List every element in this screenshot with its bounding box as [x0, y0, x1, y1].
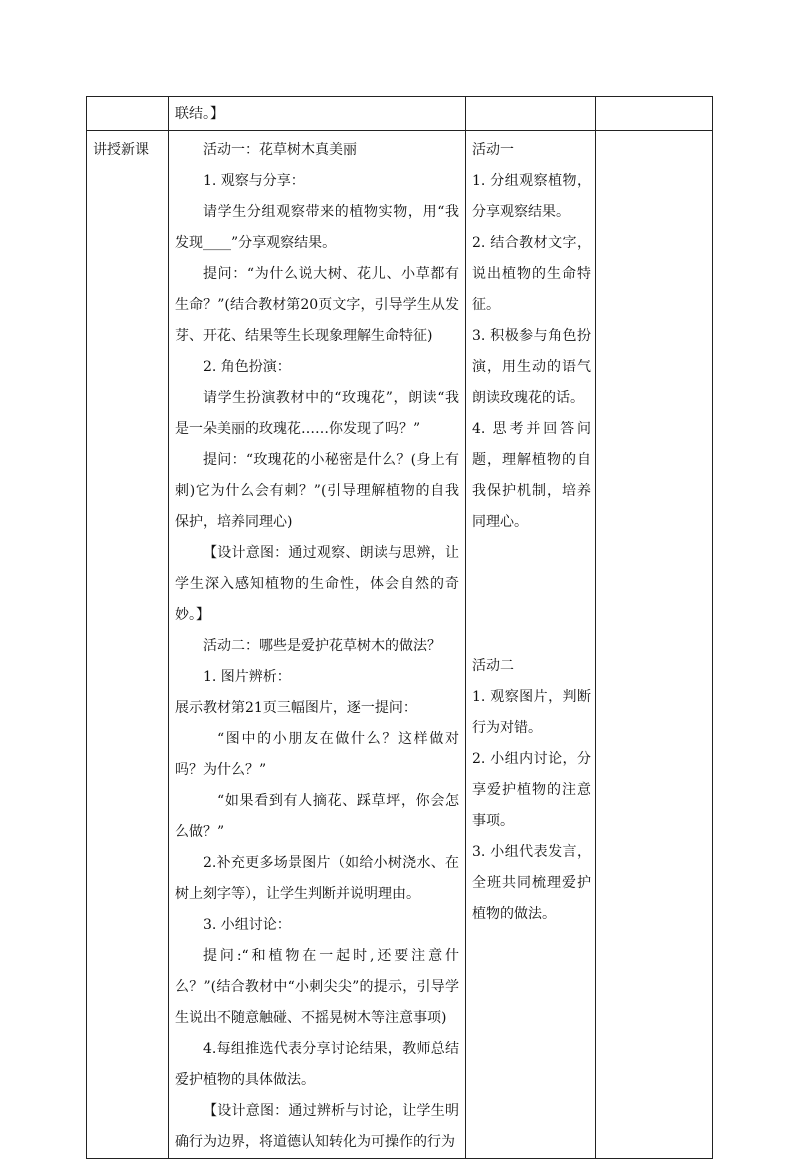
discussion-question: 提问:“和植物在一起时,还要注意什么？”(结合教材中“小刺尖尖”的提示，引导学生说出不随意触碰、不摇晃树木等注意事项)	[175, 948, 459, 1026]
picture-analysis-heading: 1. 图片辨析：	[203, 669, 291, 685]
rose-question: 提问：“玫瑰花的小秘密是什么？(身上有刺)它为什么会有刺？”(引导理解植物的自我保护，培养同理心)	[175, 452, 459, 530]
student-activity1-item: 1. 分组观察植物，分享观察结果。	[472, 173, 591, 220]
student-activity2-item: 3. 小组代表发言，全班共同梳理爱护植物的做法。	[472, 844, 591, 922]
student-activity2-title: 活动二	[472, 658, 514, 674]
student-activity2-item: 1. 观察图片，判断行为对错。	[472, 689, 591, 736]
design-intent-2: 【设计意图：通过辨析与讨论，让学生明确行为边界，将道德认知转化为可操作的行为	[175, 1103, 459, 1150]
stage-label: 讲授新课	[93, 142, 149, 158]
cell-notes-empty	[596, 97, 713, 131]
observe-instruction: 请学生分组观察带来的植物实物，用“我发现____”分享观察结果。	[175, 204, 459, 251]
continuation-text: 联结。】	[175, 106, 224, 122]
activity1-title: 活动一：花草树木真美丽	[203, 142, 357, 158]
picture-instruction: 展示教材第21页三幅图片，逐一提问：	[175, 700, 417, 716]
student-activity1-item: 3. 积极参与角色扮演，用生动的语气朗读玫瑰花的话。	[472, 328, 591, 406]
cell-stage-label	[87, 131, 169, 1159]
observe-share-heading: 1. 观察与分享：	[203, 173, 305, 189]
group-share: 4.每组推选代表分享讨论结果，教师总结爱护植物的具体做法。	[175, 1041, 459, 1088]
table-row-new-lesson	[87, 131, 713, 1159]
cell-teacher-continuation	[169, 97, 466, 131]
role-play-instruction: 请学生扮演教材中的“玫瑰花”，朗读“我是一朵美丽的玫瑰花……你发现了吗？”	[175, 390, 459, 437]
cell-notes	[596, 131, 713, 1159]
design-intent-1: 【设计意图：通过观察、朗读与思辨，让学生深入感知植物的生命性，体会自然的奇妙。】	[175, 545, 459, 623]
group-discussion-heading: 3. 小组讨论：	[203, 917, 291, 933]
more-scenes: 2.补充更多场景图片（如给小树浇水、在树上刻字等），让学生判断并说明理由。	[175, 855, 459, 902]
cell-stage-empty	[87, 97, 169, 131]
student-activity1-item: 2. 结合教材文字，说出植物的生命特征。	[472, 235, 591, 313]
activity2-title: 活动二：哪些是爱护花草树木的做法？	[203, 638, 441, 654]
lesson-plan-table	[86, 96, 713, 1159]
student-activity1-item: 4. 思考并回答问题，理解植物的自我保护机制，培养同理心。	[472, 421, 591, 530]
spacer	[472, 538, 591, 651]
life-question: 提问：“为什么说大树、花儿、小草都有生命？”(结合教材第20页文字，引导学生从发芽、开花、结果等生长现象理解生命特征)	[175, 266, 459, 344]
picture-question-1: “图中的小朋友在做什么？这样做对吗？为什么？”	[175, 731, 459, 778]
table-row-continuation	[87, 97, 713, 131]
cell-student-activities	[466, 131, 596, 1159]
picture-question-2: “如果看到有人摘花、踩草坪，你会怎么做？”	[175, 793, 459, 840]
student-activity1-title: 活动一	[472, 142, 514, 158]
cell-teacher-activities	[169, 131, 466, 1159]
student-activity2-item: 2. 小组内讨论，分享爱护植物的注意事项。	[472, 751, 591, 829]
cell-student-empty	[466, 97, 596, 131]
role-play-heading: 2. 角色扮演：	[203, 359, 291, 375]
